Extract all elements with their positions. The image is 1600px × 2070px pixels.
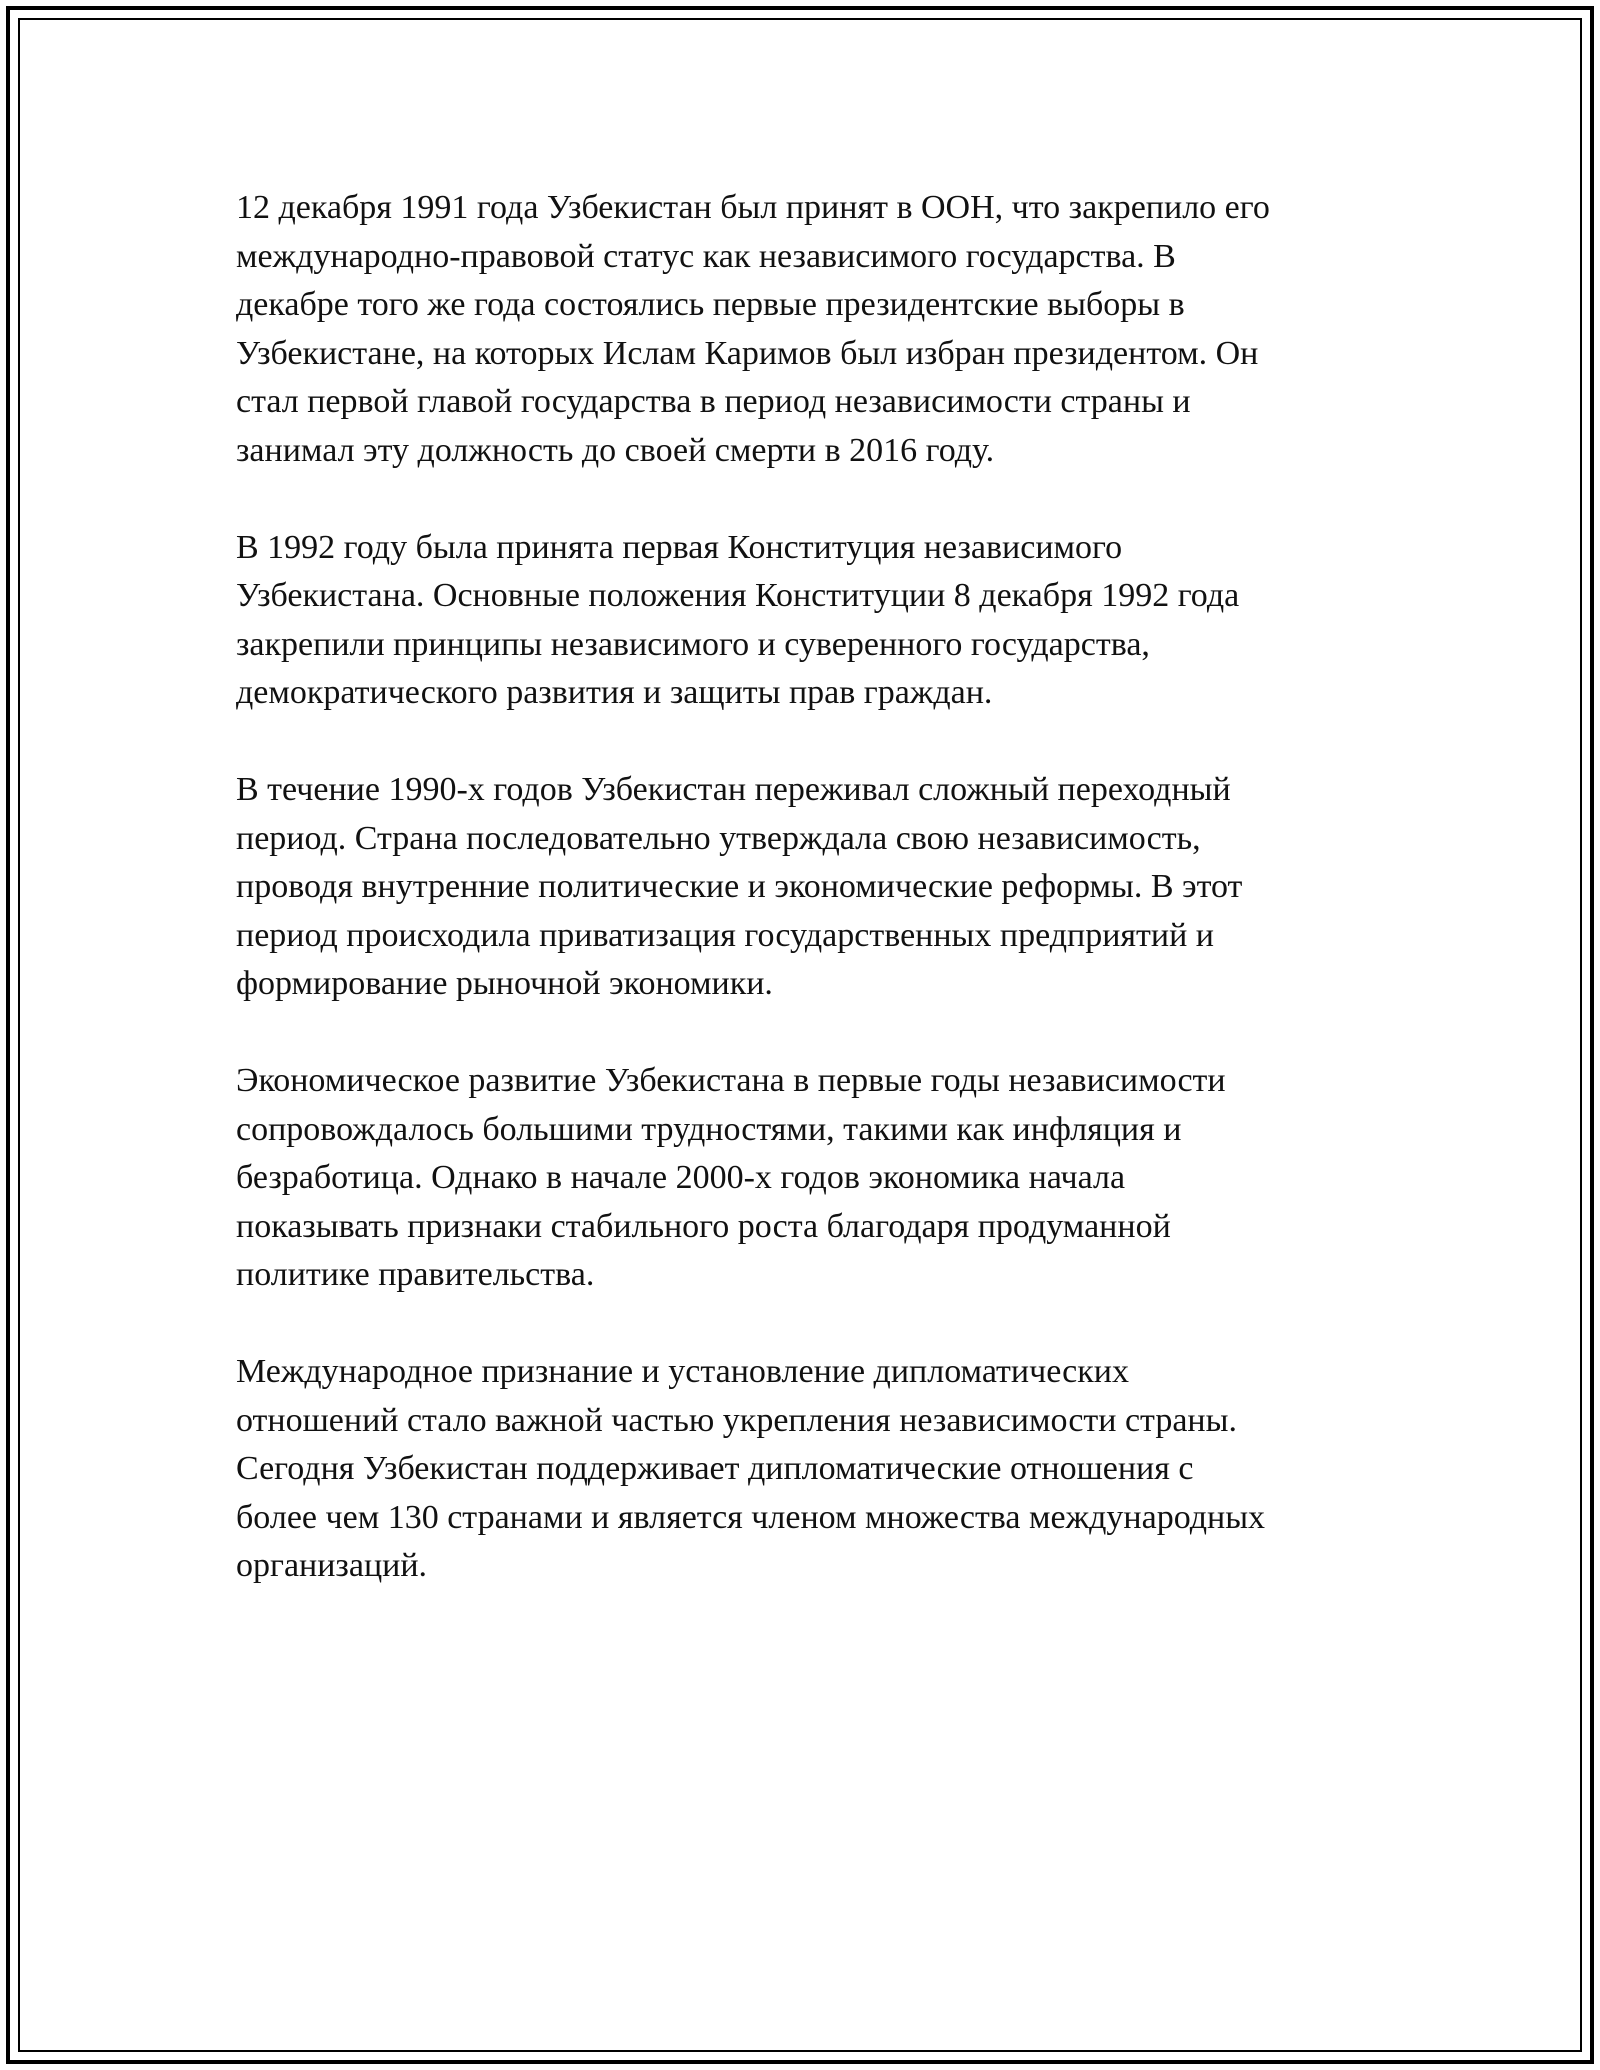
document-body (236, 184, 1366, 1639)
text-line: стал первой главой государства в период независимости страны и (236, 383, 1191, 420)
text-line: политике правительства. (236, 1256, 595, 1293)
text-line: декабре того же года состоялись первые президентские выборы в (236, 286, 1185, 323)
text-line: показывать признаки стабильного роста благодаря продуманной (236, 1207, 1171, 1245)
text-line: Узбекистане, на которых Ислам Каримов был избран президентом. Он (236, 334, 1259, 372)
text-line: безработица. Однако в начале 2000-х годов экономика начала (236, 1159, 1126, 1196)
text-line: В 1992 году была принята первая Конституция независимого (236, 528, 1123, 566)
text-line: проводя внутренние политические и экономические реформы. В этот (236, 868, 1243, 905)
text-line: Экономическое развитие Узбекистана в первые годы независимости (236, 1062, 1226, 1099)
text-line: В течение 1990-х годов Узбекистан переживал сложный переходный (236, 771, 1231, 808)
paragraph-5 (236, 1348, 1366, 1591)
text-line: закрепили принципы независимого и суверенного государства, (236, 625, 1150, 663)
text-line: период. Страна последовательно утверждала свою независимость, (236, 819, 1201, 857)
text-line: организаций. (236, 1547, 428, 1584)
text-line: сопровождалось большими трудностями, такими как инфляция и (236, 1110, 1182, 1148)
paragraph-4 (236, 1057, 1366, 1300)
text-line: Международное признание и установление дипломатических (236, 1353, 1129, 1390)
paragraph-1 (236, 184, 1366, 475)
paragraph-2 (236, 524, 1366, 718)
text-line: демократического развития и защиты прав граждан. (236, 674, 993, 711)
text-line: более чем 130 странами и является членом множества международных (236, 1498, 1266, 1536)
paragraph-3 (236, 766, 1366, 1009)
text-line: 12 декабря 1991 года Узбекистан был принят в ООН, что закрепило его (236, 189, 1270, 226)
text-line: формирование рыночной экономики. (236, 965, 773, 1002)
text-line: занимал эту должность до своей смерти в 2016 году. (236, 431, 995, 469)
text-line: период происходила приватизация государственных предприятий и (236, 916, 1214, 954)
text-line: Узбекистана. Основные положения Конституции 8 декабря 1992 года (236, 577, 1240, 614)
text-line: международно-правовой статус как независимого государства. В (236, 237, 1176, 275)
text-line: Сегодня Узбекистан поддерживает дипломатические отношения с (236, 1450, 1194, 1487)
text-line: отношений стало важной частью укрепления независимости страны. (236, 1401, 1237, 1439)
